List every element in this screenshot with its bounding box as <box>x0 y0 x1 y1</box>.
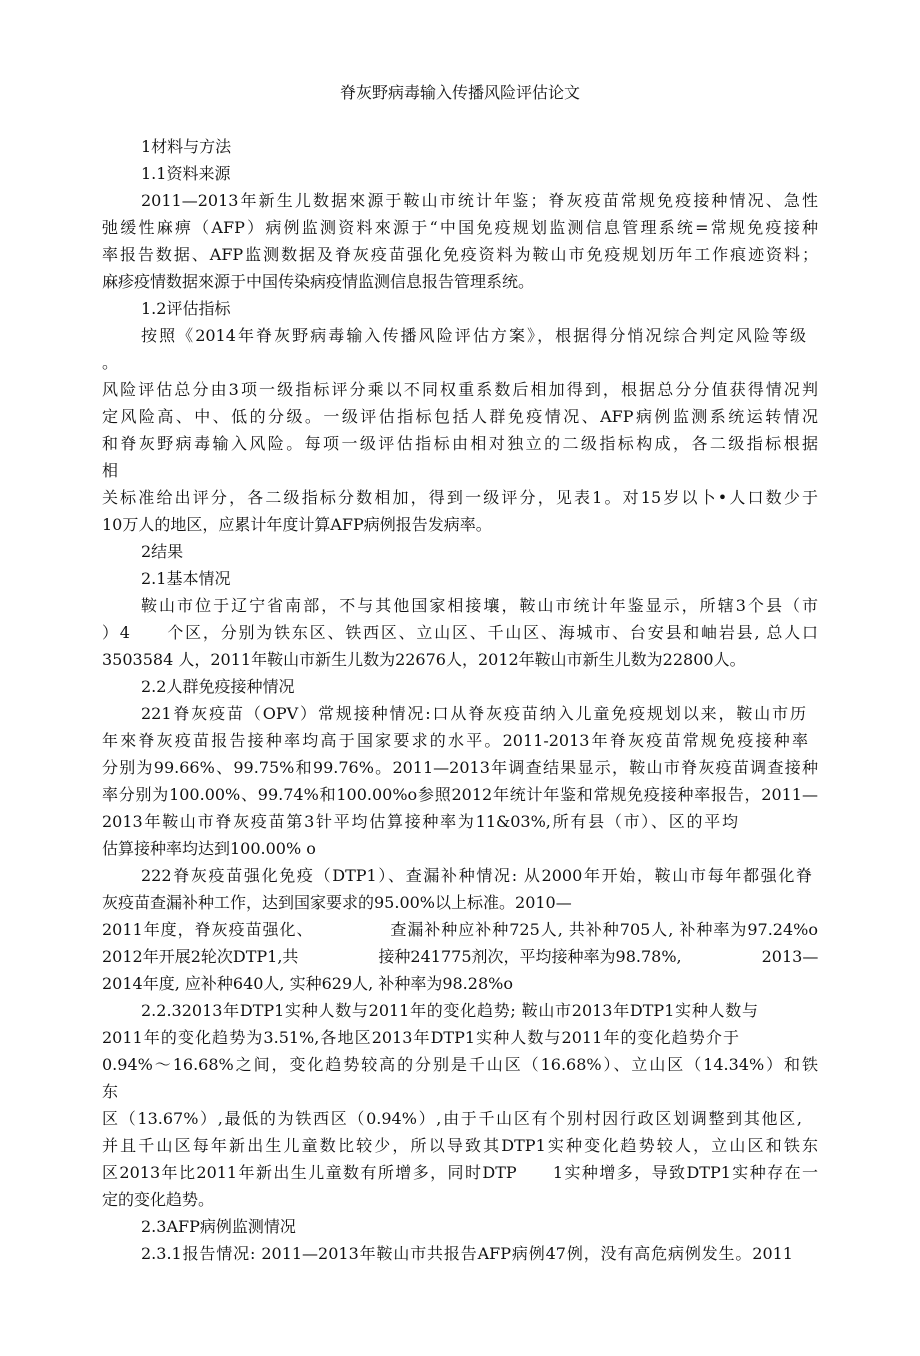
paragraph-line: 风险评估总分由3项一级指标评分乘以不同权重系数后相加得到，根据总分分值获得情况判 <box>102 380 818 399</box>
section-heading: 2结果 <box>141 542 184 561</box>
paragraph-line: 估算接种率均达到100.00% o <box>102 839 316 858</box>
paragraph-line: 和脊灰野病毒输入风险。每项一级评估指标由相对独立的二级指标构成，各二级指标根据 <box>102 434 818 453</box>
document-title: 脊灰野病毒输入传播风险评估论文 <box>339 83 580 102</box>
paragraph-line: 相 <box>102 461 119 480</box>
subsection-heading: 1.2评估指标 <box>141 299 231 318</box>
paragraph-line: 按照《2014年脊灰野病毒输入传播风险评估方案》，根据得分悄况综合判定风险等级 <box>141 326 806 345</box>
subsection-heading: 1.1资料来源 <box>141 164 231 183</box>
subsection-heading: 2.2人群免疫接种情况 <box>141 677 295 696</box>
paragraph-line: 。 <box>102 353 119 372</box>
paragraph-line: ）4 个区，分别为铁东区、铁西区、立山区、千山区、海城市、台安县和岫岩县, 总人口 <box>102 623 818 642</box>
paragraph-line: 2013年鞍山市脊灰疫苗第3针平均估算接种率为11&03%,所有县（市）、区的平均 <box>102 812 738 831</box>
paragraph-line: 灰疫苗查漏补种工作，达到国家要求的95.00%以上标准。2010— <box>102 893 572 912</box>
paragraph-line: 2014年度, 应补种640人, 实种629人, 补种率为98.28%o <box>102 974 513 993</box>
paragraph-line: 10万人的地区，应累计年度计算AFP病例报告发病率。 <box>102 515 492 534</box>
paragraph-line: 弛缓性麻痹（AFP）病例监测资料來源于“中国免疫规划监测信息管理系统=常规免疫接种 <box>102 218 818 237</box>
subsection-heading: 2.1基本情况 <box>141 569 231 588</box>
paragraph-line: 定的变化趋势。 <box>102 1190 215 1209</box>
subsection-heading: 2.3AFP病例监测情况 <box>141 1217 296 1236</box>
paragraph-line: 年來脊灰疫苗报告接种率均高于国家要求的水平。2011-2013年脊灰疫苗常规免疫接种率 <box>102 731 808 750</box>
paragraph-line: 区2013年比2011年新出生儿童数有所增多，同时DTP 1实种增多，导致DTP1实种存在一 <box>102 1163 818 1182</box>
paragraph-line: 率分别为100.00%、99.74%和100.00%o参照2012年统计年鉴和常规免疫接种率报告，2011— <box>102 785 818 804</box>
paragraph-line: 分别为99.66%、99.75%和99.76%。2011—2013年调查结果显示，鞍山市脊灰疫苗调查接种 <box>102 758 818 777</box>
paragraph-line: 222脊灰疫苗强化免疫（DTP1）、查漏补种情况: 从2000年开始，鞍山市每年都强化脊 <box>141 866 812 885</box>
paragraph-line: 区（13.67%）,最低的为铁西区（0.94%）,由于千山区有个别村因行政区划调整到其他区, <box>102 1109 802 1128</box>
paragraph-line: 2012年开展2轮次DTP1,共 接种241775剂次，平均接种率为98.78%, 2013— <box>102 947 819 966</box>
paragraph-line: 0.94%～16.68%之间，变化趋势较高的分别是千山区（16.68%）、立山区（14.34%）和铁 <box>102 1055 818 1074</box>
paragraph-line: 2011年的变化趋势为3.51%,各地区2013年DTP1实种人数与2011年的变化趋势介于 <box>102 1028 739 1047</box>
paragraph-line: 东 <box>102 1082 119 1101</box>
paragraph-line: 定风险高、中、低的分级。一级评估指标包括人群免疫情况、AFP病例监测系统运转情况 <box>102 407 818 426</box>
paragraph-line: 麻疹疫情数据來源于中国传染病疫情监测信息报告管理系统。 <box>102 272 535 291</box>
paragraph-line: 2011年度，脊灰疫苗强化、 查漏补种应补种725人, 共补种705人, 补种率为97.24%o <box>102 920 818 939</box>
section-heading: 1材料与方法 <box>141 137 232 156</box>
paragraph-line: 并且千山区每年新出生儿童数比较少，所以导致其DTP1实种变化趋势较人，立山区和铁东 <box>102 1136 818 1155</box>
paragraph-line: 2011—2013年新生儿数据來源于鞍山市统计年鉴；脊灰疫苗常规免疫接种情况、急性 <box>141 191 818 210</box>
paragraph-line: 鞍山市位于辽宁省南部，不与其他国家相接壤，鞍山市统计年鉴显示，所辖3个县（市 <box>141 596 818 615</box>
paragraph-line: 率报告数据、AFP监测数据及脊灰疫苗强化免疫资料为鞍山市免疫规划历年工作痕迹资料； <box>102 245 818 264</box>
paragraph-line: 3503584 人，2011年鞍山市新生儿数为22676人，2012年鞍山市新生儿数为22800人。 <box>102 650 746 669</box>
paragraph-line: 关标准给出评分，各二级指标分数相加，得到一级评分，见表1。对15岁以卜•人口数少于 <box>102 488 818 507</box>
paragraph-line: 221脊灰疫苗（OPV）常规接种情况:口从脊灰疫苗纳入儿童免疫规划以来，鞍山市历 <box>141 704 806 723</box>
paragraph-line: 2.3.1报告情况: 2011—2013年鞍山市共报告AFP病例47例，没有高危病例发生。2011 <box>141 1244 793 1263</box>
paragraph-line: 2.2.32013年DTP1实种人数与2011年的变化趋势; 鞍山市2013年DTP1实种人数与 <box>141 1001 758 1020</box>
